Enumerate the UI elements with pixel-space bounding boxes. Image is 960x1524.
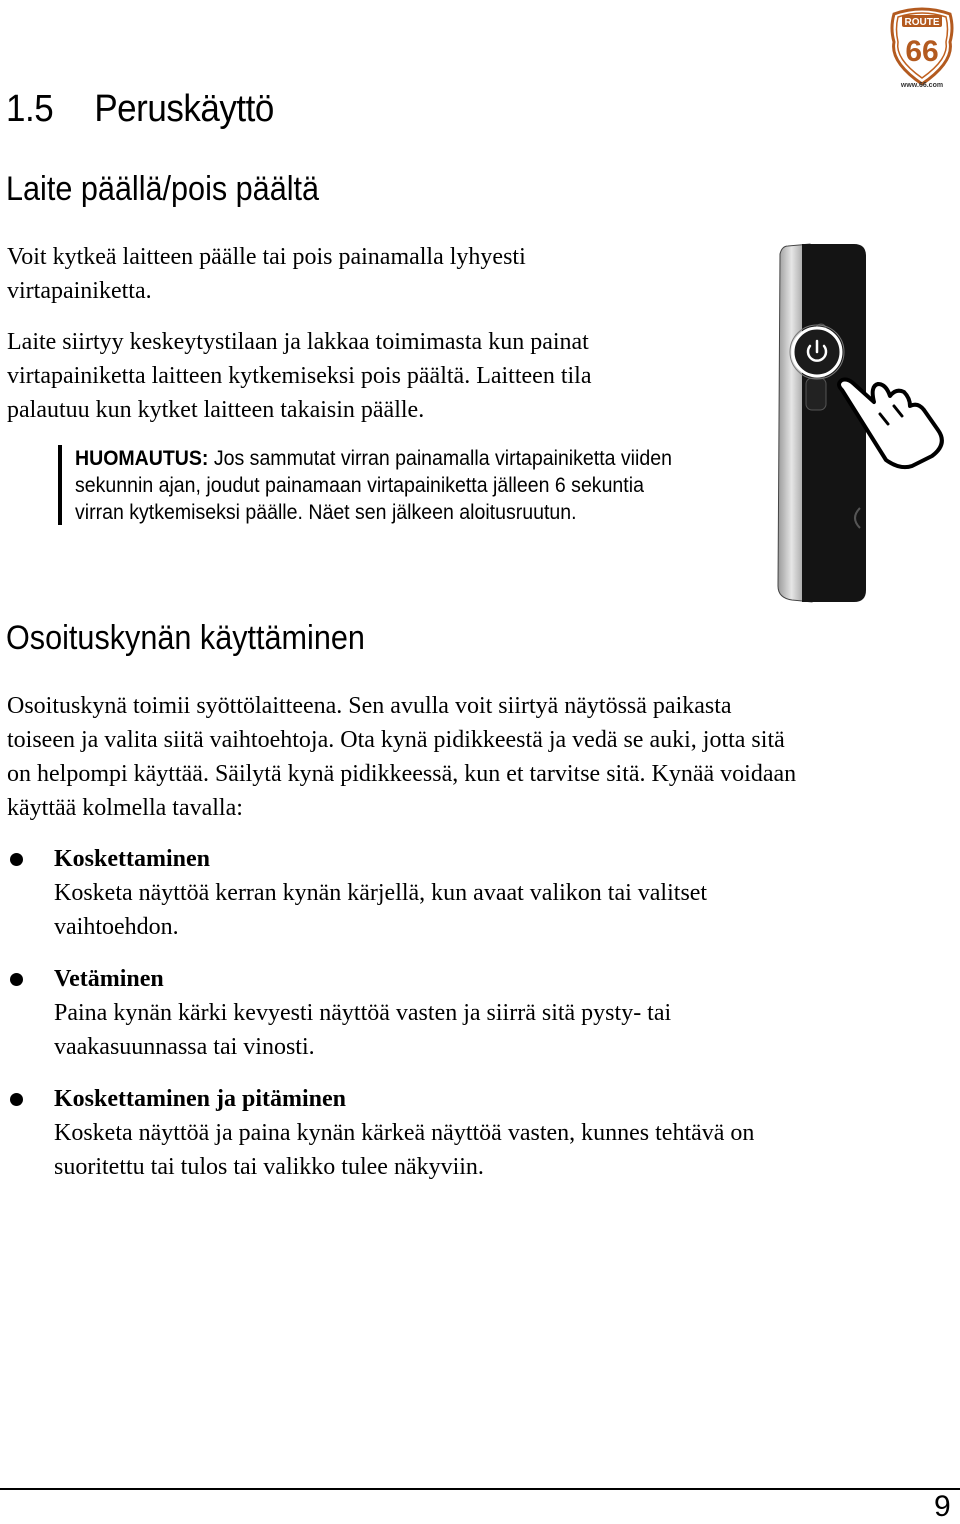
section-number: 1.5 <box>6 88 54 130</box>
text-line: Laite siirtyy keskeytystilaan ja lakkaa toimimasta kun painat <box>7 329 589 355</box>
list-item-desc: Kosketa näyttöä ja paina kynän kärkeä näyttöä vasten, kunnes tehtävä on <box>54 1120 755 1146</box>
section-title: Peruskäyttö <box>94 88 274 130</box>
footer-rule <box>0 1488 960 1490</box>
text-line: käyttää kolmella tavalla: <box>7 795 243 821</box>
list-item-title: Vetäminen <box>54 966 164 992</box>
text-line: palautuu kun kytket laitteen takaisin päälle. <box>7 397 425 423</box>
page-number: 9 <box>934 1490 951 1523</box>
list-item-desc: Kosketa näyttöä kerran kynän kärjellä, kun avaat valikon tai valitset <box>54 880 708 906</box>
bullet-dot <box>10 1093 23 1106</box>
stylus-intro <box>7 689 796 825</box>
power-paragraph-2 <box>7 325 591 427</box>
power-heading: Laite päällä/pois päältä <box>6 170 320 208</box>
stylus-heading: Osoituskynän käyttäminen <box>6 619 365 657</box>
power-paragraph-1 <box>7 240 526 308</box>
text-line: Voit kytkeä laitteen päälle tai pois painamalla lyhyesti <box>7 244 526 270</box>
text-line: virtapainiketta laitteen kytkemiseksi pois päältä. Laitteen tila <box>7 363 592 389</box>
text-line: toiseen ja valita siitä vaihtoehtoja. Ota kynä pidikkeestä ja vedä se auki, jotta sitä <box>7 727 785 753</box>
list-item-desc: suoritettu tai tulos tai valikko tulee näkyviin. <box>54 1154 484 1180</box>
bullet-dot <box>10 853 23 866</box>
logo-number: 66 <box>905 35 939 68</box>
list-item-title: Koskettaminen ja pitäminen <box>54 1086 347 1112</box>
text-line: virtapainiketta. <box>7 278 152 304</box>
note-bar <box>58 445 62 525</box>
logo-url: www.66.com <box>900 82 944 88</box>
list-item-desc: vaakasuunnassa tai vinosti. <box>54 1034 315 1060</box>
bullet-dot <box>10 973 23 986</box>
note-line: virran kytkemiseksi päälle. Näet sen jälkeen aloitusruutun. <box>75 501 577 524</box>
note-line: sekunnin ajan, joudut painamaan virtapainiketta jälleen 6 sekuntia <box>75 474 644 497</box>
route66-logo <box>888 6 956 88</box>
list-item-desc: Paina kynän kärki kevyesti näyttöä vasten ja siirrä sitä pysty- tai <box>54 1000 672 1026</box>
list-item-title: Koskettaminen <box>54 846 210 872</box>
note-label: HUOMAUTUS: <box>75 447 209 470</box>
section-heading <box>6 88 274 131</box>
text-line: on helpompi käyttää. Säilytä kynä pidikkeessä, kun et tarvitse sitä. Kynää voidaan <box>7 761 797 787</box>
list-item <box>54 842 707 944</box>
list-item-desc: vaihtoehdon. <box>54 914 179 940</box>
note-line: Jos sammutat virran painamalla virtapainiketta viiden <box>208 447 672 470</box>
list-item <box>54 962 671 1064</box>
device-illustration <box>762 238 958 608</box>
list-item <box>54 1082 754 1184</box>
logo-top-text: ROUTE <box>904 17 940 28</box>
text-line: Osoituskynä toimii syöttölaitteena. Sen avulla voit siirtyä näytössä paikasta <box>7 693 732 719</box>
note <box>75 445 672 526</box>
